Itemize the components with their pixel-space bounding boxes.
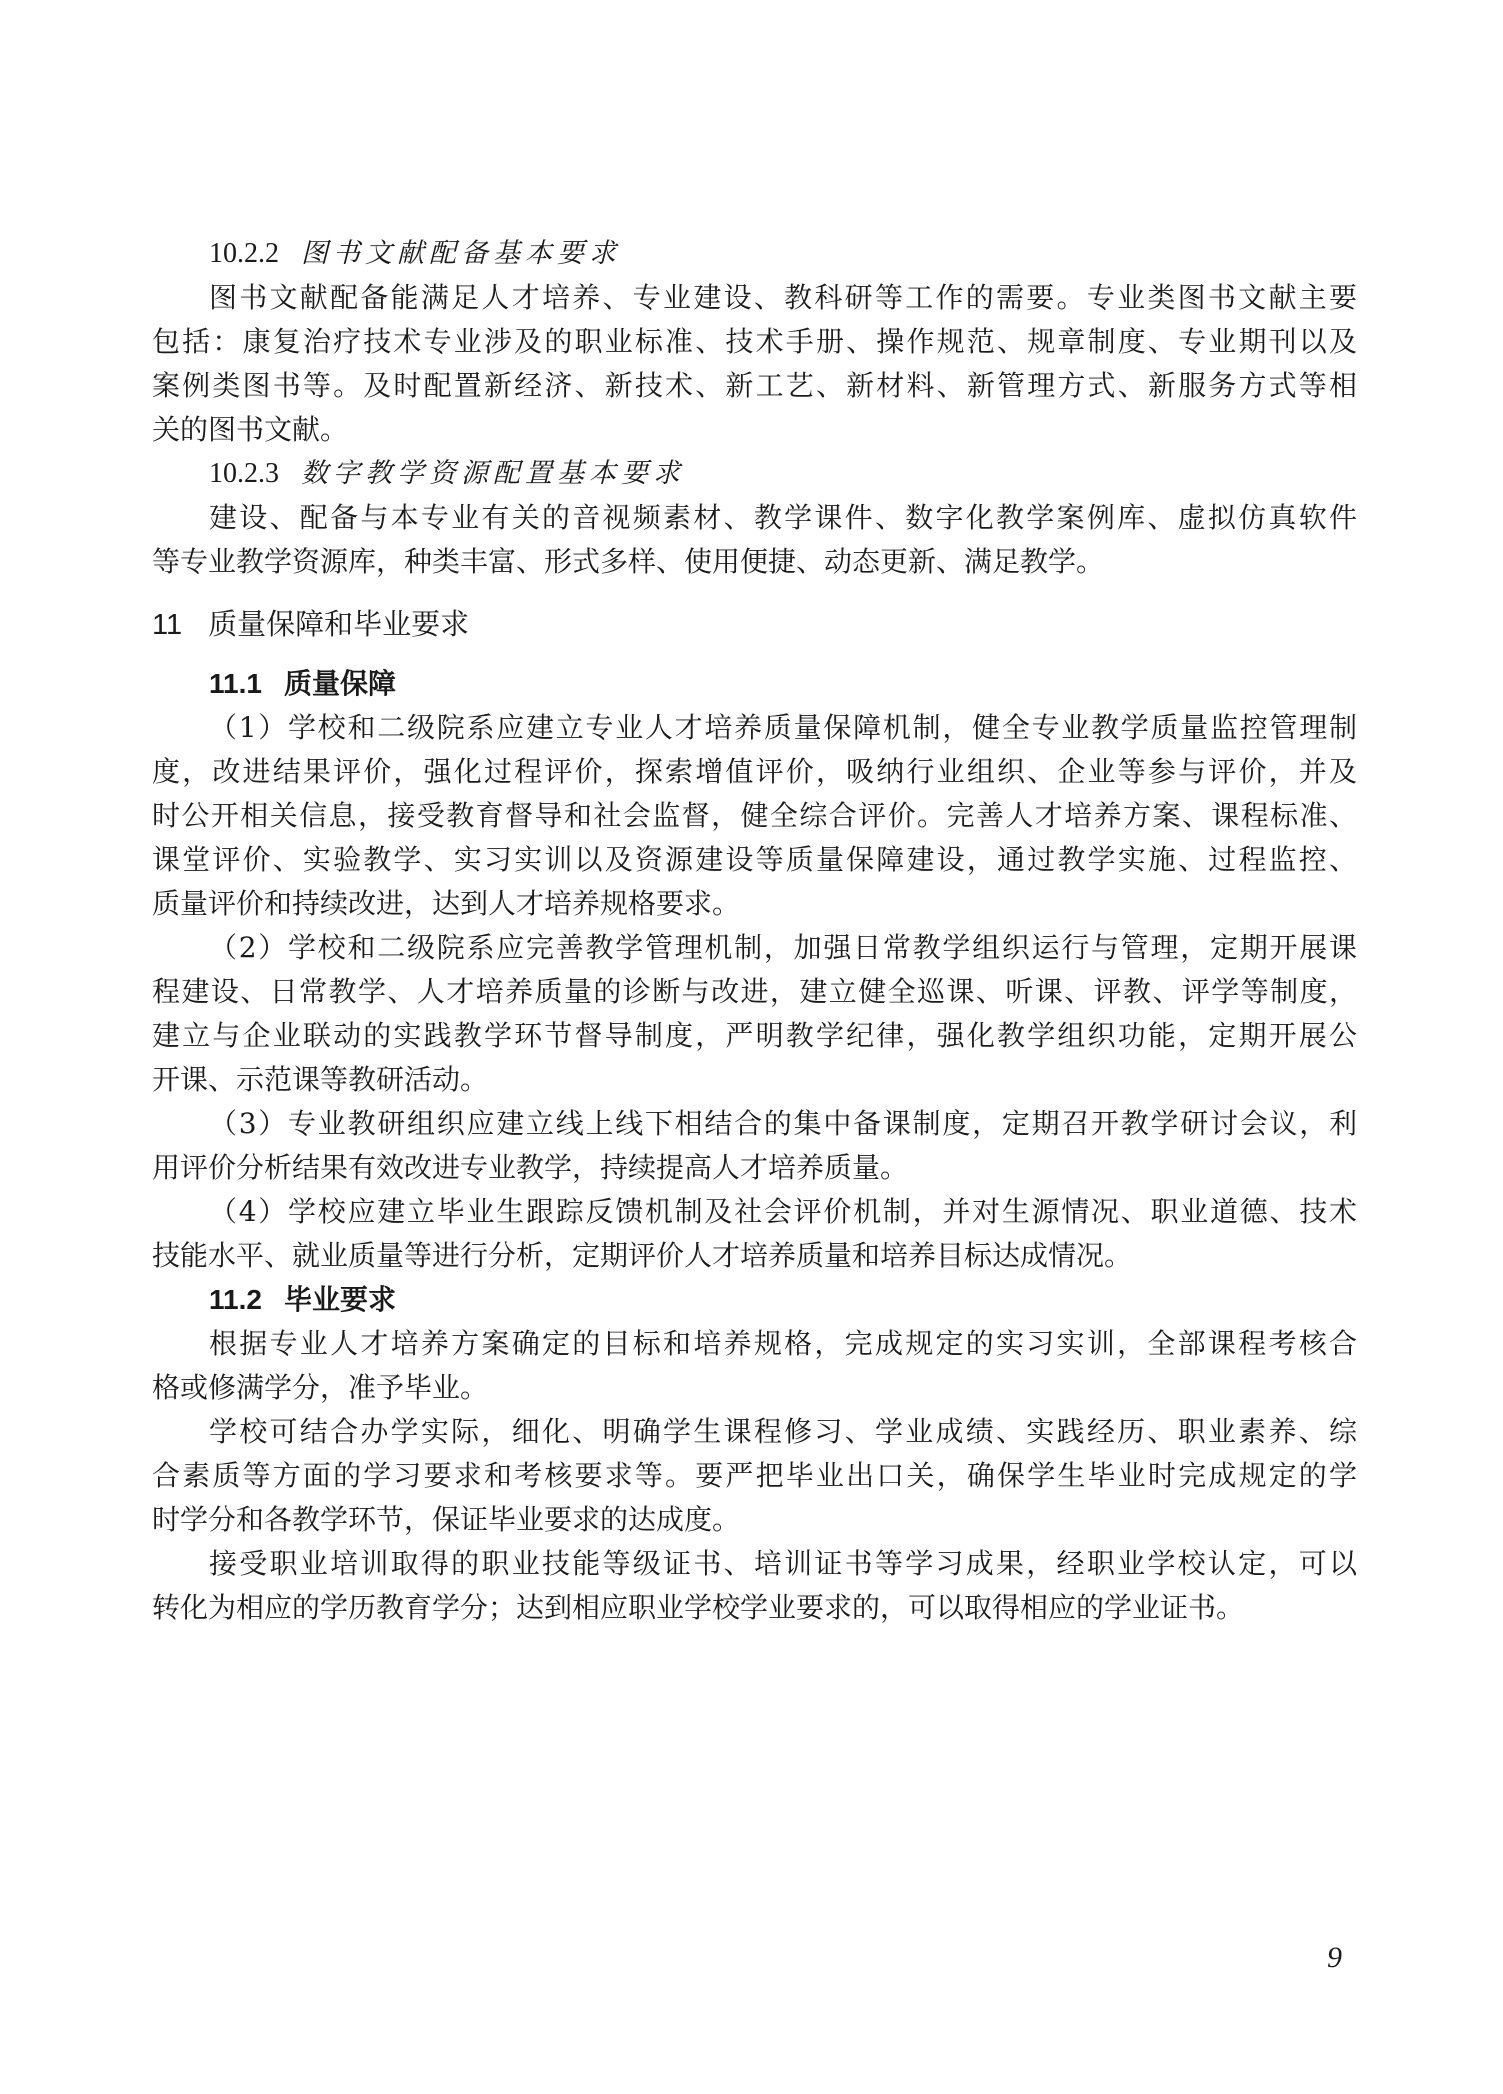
- text-line: 时公开相关信息，接受教育督导和社会监督，健全综合评价。完善人才培养方案、课程标准、: [152, 799, 1357, 832]
- text-line: 建立与企业联动的实践教学环节督导制度，严明教学纪律，强化教学组织功能，定期开展公: [152, 1019, 1357, 1052]
- paragraph-11-1-2: [152, 926, 1357, 1102]
- text-line: （4）学校应建立毕业生跟踪反馈机制及社会评价机制，并对生源情况、职业道德、技术: [209, 1195, 1357, 1228]
- text-line: （1）学校和二级院系应建立专业人才培养质量保障机制，健全专业教学质量监控管理制: [209, 711, 1357, 744]
- text-line: 等专业教学资源库，种类丰富、形式多样、使用便捷、动态更新、满足教学。: [152, 545, 1105, 578]
- text-line: 转化为相应的学历教育学分；达到相应职业学校学业要求的，可以取得相应的学业证书。: [152, 1591, 1245, 1624]
- subsection-title: 数字教学资源配置基本要求: [301, 458, 685, 489]
- subsection-number: 11.1: [209, 668, 262, 699]
- text-line: 课堂评价、实验教学、实习实训以及资源建设等质量保障建设，通过教学实施、过程监控、: [152, 843, 1357, 876]
- paragraph-11-2-2: [152, 1410, 1357, 1542]
- text-line: 根据专业人才培养方案确定的目标和培养规格，完成规定的实习实训，全部课程考核合: [209, 1327, 1357, 1360]
- subsection-heading-11-2: [152, 1278, 1357, 1322]
- subsection-number: 10.2.2: [209, 238, 279, 269]
- subsection-number: 11.2: [209, 1284, 262, 1315]
- text-line: 技能水平、就业质量等进行分析，定期评价人才培养质量和培养目标达成情况。: [152, 1239, 1133, 1272]
- paragraph-11-2-1: [152, 1322, 1357, 1410]
- text-line: （2）学校和二级院系应完善教学管理机制，加强日常教学组织运行与管理，定期开展课: [209, 931, 1357, 964]
- text-line: 合素质等方面的学习要求和考核要求等。要严把毕业出口关，确保学生毕业时完成规定的学: [152, 1459, 1357, 1492]
- text-line: 格或修满学分，准予毕业。: [152, 1371, 489, 1404]
- text-line: 关的图书文献。: [152, 413, 349, 446]
- section-title: 质量保障和毕业要求: [208, 607, 470, 641]
- section-number: 11: [152, 609, 183, 641]
- paragraph-11-1-1: [152, 706, 1357, 926]
- text-line: 用评价分析结果有效改进专业教学，持续提高人才培养质量。: [152, 1151, 909, 1184]
- subsection-heading-10-2-2: [152, 232, 1357, 276]
- text-line: 学校可结合办学实际，细化、明确学生课程修习、学业成绩、实践经历、职业素养、综: [209, 1415, 1357, 1448]
- document-page: [152, 232, 1357, 1630]
- text-line: （3）专业教研组织应建立线上线下相结合的集中备课制度，定期召开教学研讨会议，利: [209, 1107, 1357, 1140]
- text-line: 开课、示范课等教研活动。: [152, 1063, 489, 1096]
- text-line: 图书文献配备能满足人才培养、专业建设、教科研等工作的需要。专业类图书文献主要: [209, 281, 1357, 314]
- text-line: 案例类图书等。及时配置新经济、新技术、新工艺、新材料、新管理方式、新服务方式等相: [152, 369, 1357, 402]
- paragraph-11-1-4: [152, 1190, 1357, 1278]
- subsection-title: 质量保障: [283, 667, 396, 700]
- paragraph-10-2-3: [152, 496, 1357, 584]
- subsection-title: 毕业要求: [283, 1283, 396, 1316]
- paragraph-11-2-3: [152, 1542, 1357, 1630]
- subsection-heading-11-1: [152, 662, 1357, 706]
- text-line: 接受职业培训取得的职业技能等级证书、培训证书等学习成果，经职业学校认定，可以: [209, 1547, 1357, 1580]
- text-line: 度，改进结果评价，强化过程评价，探索增值评价，吸纳行业组织、企业等参与评价，并及: [152, 755, 1357, 788]
- paragraph-11-1-3: [152, 1102, 1357, 1190]
- text-line: 程建设、日常教学、人才培养质量的诊断与改进，建立健全巡课、听课、评教、评学等制度，: [152, 975, 1357, 1008]
- text-line: 质量评价和持续改进，达到人才培养规格要求。: [152, 887, 741, 920]
- paragraph-10-2-2: [152, 276, 1357, 452]
- subsection-title: 图书文献配备基本要求: [301, 238, 621, 269]
- text-line: 时学分和各教学环节，保证毕业要求的达成度。: [152, 1503, 741, 1536]
- text-line: 建设、配备与本专业有关的音视频素材、教学课件、数字化教学案例库、虚拟仿真软件: [209, 501, 1357, 534]
- subsection-number: 10.2.3: [209, 458, 279, 489]
- page-number: 9: [1327, 1941, 1342, 1974]
- subsection-heading-10-2-3: [152, 452, 1357, 496]
- text-line: 包括：康复治疗技术专业涉及的职业标准、技术手册、操作规范、规章制度、专业期刊以及: [152, 325, 1357, 358]
- section-heading-11: [152, 602, 1357, 646]
